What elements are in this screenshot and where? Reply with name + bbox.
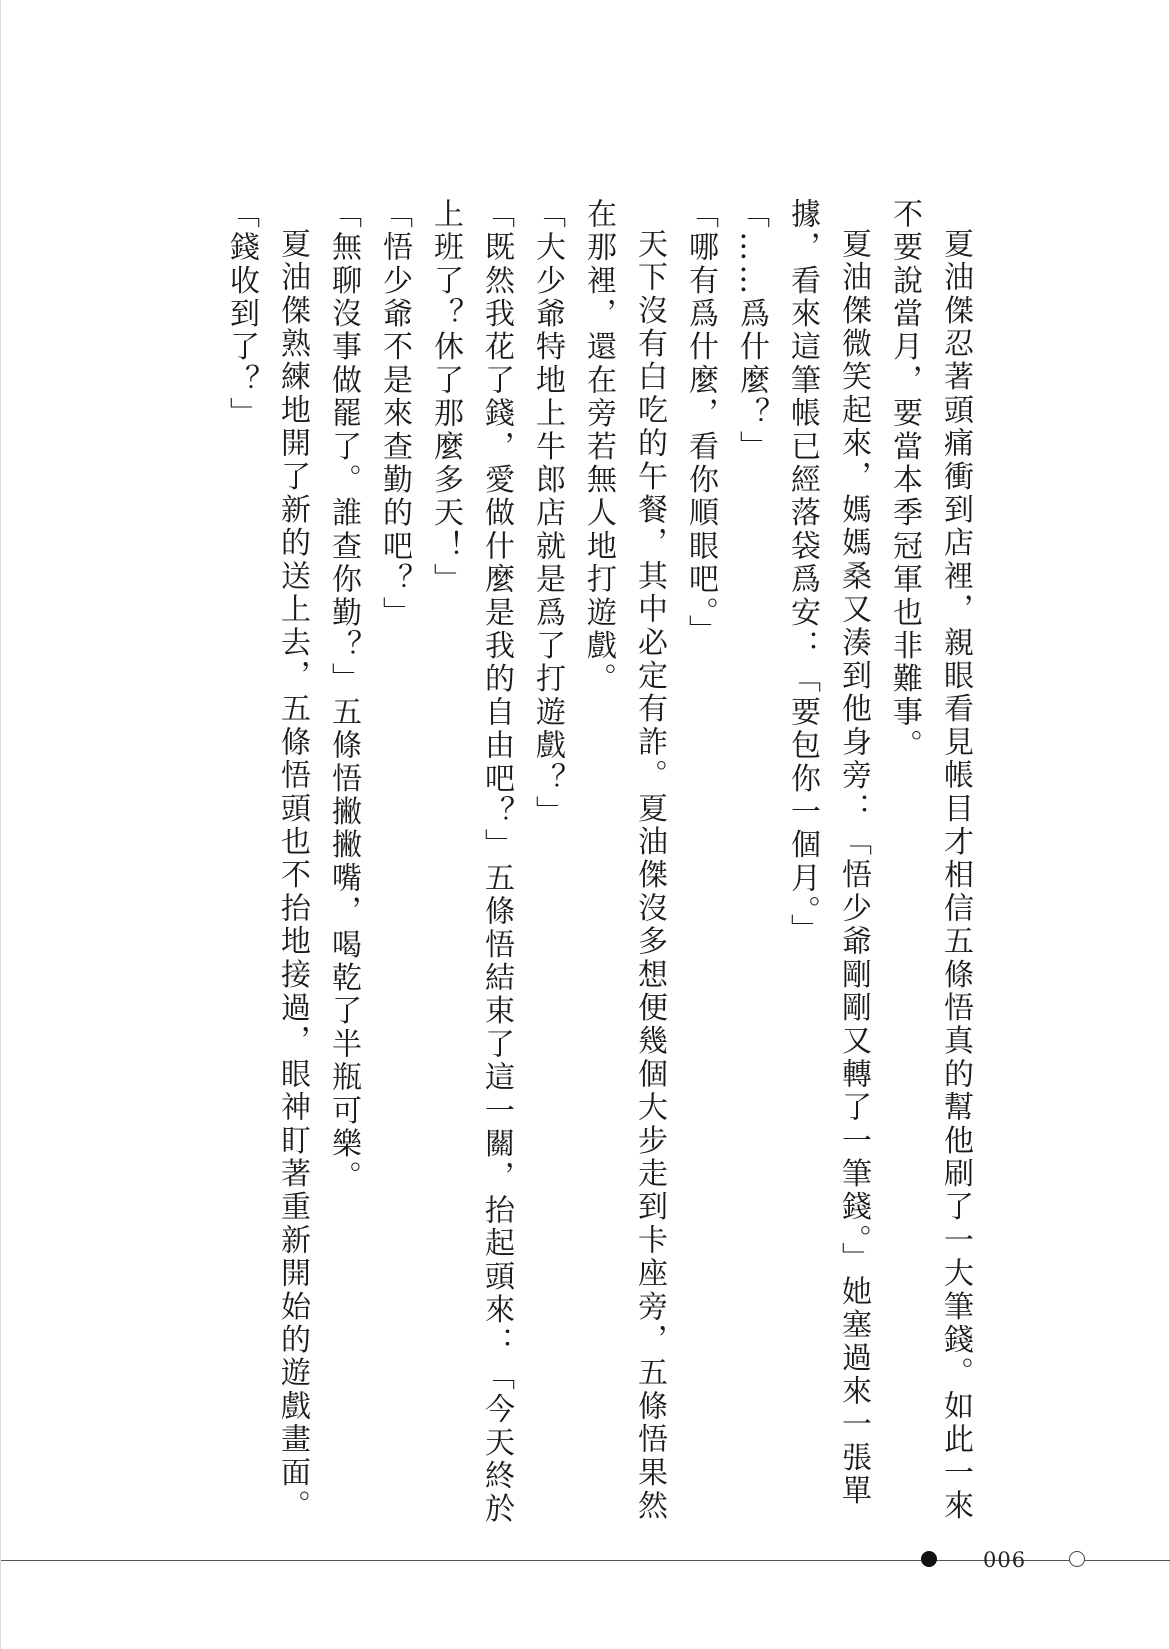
paragraph: 夏油傑熟練地開了新的送上去，五條悟頭也不抬地接過，眼神盯著重新開始的遊戲畫面。 (275, 228, 310, 1523)
paragraph: 「悟少爺不是來查勤的吧？」 (377, 198, 412, 630)
body-text (216, 198, 981, 1548)
paragraph: 「大少爺特地上牛郎店就是爲了打遊戲？」 (530, 198, 565, 829)
paragraph: 夏油傑忍著頭痛衝到店裡，親眼看見帳目才相信五條悟真的幫他刷了一大筆錢。如此一來不要說當月，要當本季冠軍也非難事。 (887, 198, 973, 1523)
paragraph: 「既然我花了錢，愛做什麼是我的自由吧？」五條悟結束了這一關，抬起頭來：「今天終於上班了？休了那麼多天！」 (428, 198, 514, 1526)
hollow-circle-icon (1069, 1551, 1085, 1567)
paragraph: 「……爲什麼？」 (734, 198, 769, 464)
page-number: 006 (983, 1548, 1027, 1572)
paragraph: 夏油傑微笑起來，媽媽桑又湊到他身旁：「悟少爺剛剛又轉了一筆錢。」她塞過來一張單據，看來這筆帳已經落袋爲安：「要包你一個月。」 (785, 198, 871, 1508)
paragraph: 「無聊沒事做罷了。誰查你勤？」五條悟撇撇嘴，喝乾了半瓶可樂。 (326, 198, 361, 1194)
paragraph: 「哪有爲什麼，看你順眼吧。」 (683, 198, 718, 648)
filled-circle-icon (921, 1551, 937, 1567)
paragraph: 天下沒有白吃的午餐，其中必定有詐。夏油傑沒多想便幾個大步走到卡座旁，五條悟果然在那裡，還在旁若無人地打遊戲。 (581, 198, 667, 1523)
paragraph: 「錢收到了？」 (224, 198, 259, 431)
